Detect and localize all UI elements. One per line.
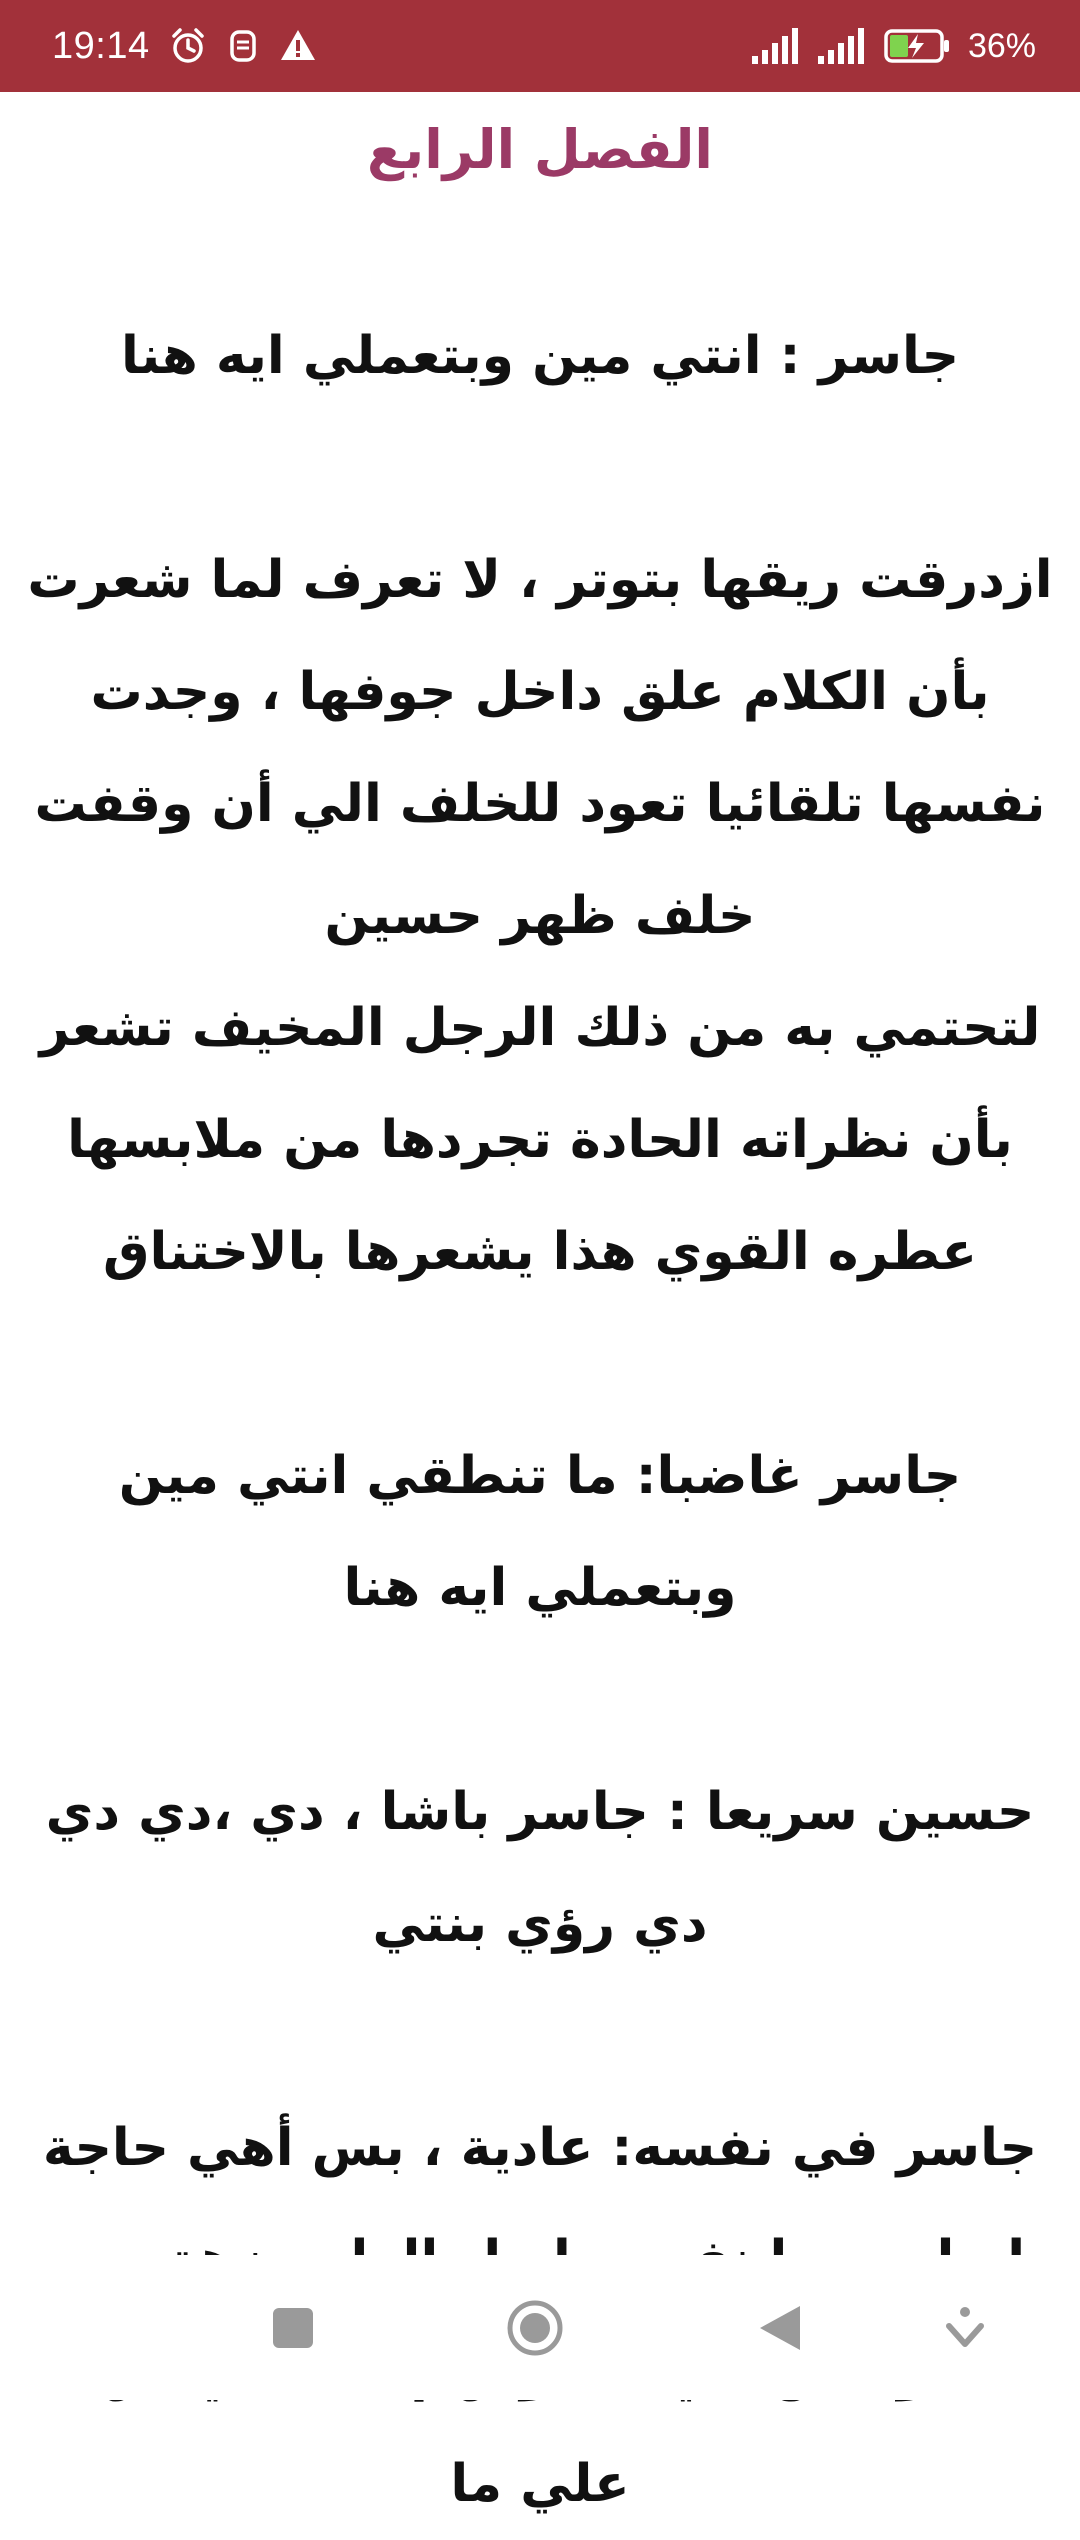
story-paragraph: جاسر في نفسه: عادية ، بس أهي حاجة علي ما	[42, 2118, 1038, 2514]
status-bar	[0, 0, 1080, 92]
navigation-bar	[0, 2255, 1080, 2400]
status-right	[752, 27, 1036, 66]
battery-charging-icon	[884, 28, 950, 64]
chapter-title: الفصل الرابع	[367, 118, 713, 181]
signal-icon	[818, 28, 866, 64]
story-paragraph: لتحتمي به من ذلك الرجل المخيف تشعر بأن نظراته الحادة تجردها من ملابسها عطره القوي هذا يشعرها بالاختناق	[39, 998, 1041, 1282]
story-paragraph: ازدرقت ريقها بتوتر ، لا تعرف لما شعرت بأن الكلام علق داخل جوفها ، وجدت نفسها تلقائيا تعود للخلف الي أن وقفت خلف ظهر حسين	[27, 550, 1053, 946]
home-button[interactable]	[500, 2293, 570, 2363]
story-paragraph: جاسر : انتي مين وبتعملي ايه هنا	[120, 326, 960, 386]
battery-percentage: 36%	[967, 26, 1036, 65]
story-paragraph: حسين سريعا : جاسر باشا ، دي ،دي دي دي رؤي بنتي	[45, 1782, 1035, 1954]
status-left	[52, 25, 318, 68]
story-content[interactable]	[20, 300, 1060, 2514]
warning-icon	[278, 26, 318, 66]
status-time: 19:14	[52, 24, 150, 67]
story-paragraph: جاسر غاضبا: ما تنطقي انتي مين وبتعملي ايه هنا	[118, 1446, 962, 1618]
square-icon	[271, 2306, 315, 2350]
assistant-arrow-icon	[945, 2306, 985, 2350]
recents-button[interactable]	[258, 2293, 328, 2363]
alarm-icon	[168, 26, 208, 66]
signal-icon	[752, 28, 800, 64]
notification-icon	[226, 26, 260, 66]
home-circle-icon	[505, 2298, 565, 2358]
back-triangle-icon	[756, 2303, 804, 2353]
assistant-button[interactable]	[930, 2293, 1000, 2363]
back-button[interactable]	[745, 2293, 815, 2363]
